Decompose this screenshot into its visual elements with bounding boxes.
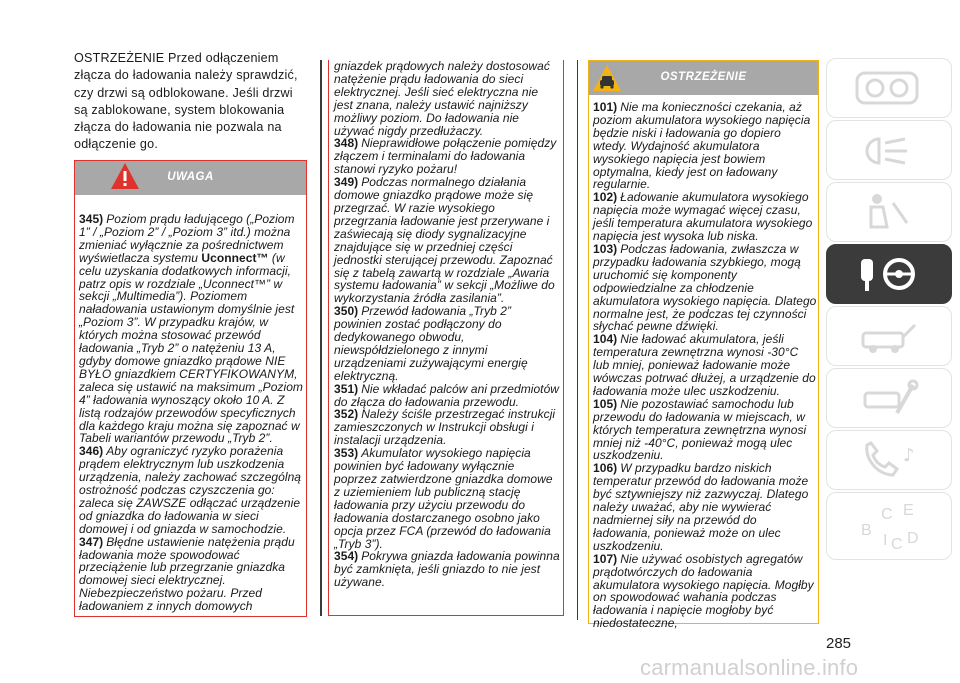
tow-truck-icon	[827, 307, 951, 365]
column-divider-2	[577, 60, 578, 620]
alphabet-index-icon	[827, 493, 951, 559]
seat-airbag-icon	[827, 183, 951, 241]
svg-text:E: E	[903, 502, 914, 519]
tab-dashboard[interactable]	[826, 58, 952, 118]
key-steering-icon	[827, 245, 951, 303]
item-106: 106) W przypadku bardzo niskich temperatur przewód do ładowania może być sztywniejszy niż zazwyczaj. Dlatego należy uważać, aby nie wywierać nadmiernej siły na przewód do ładowania, ponieważ może on ulec uszkodzeniu.	[593, 461, 809, 553]
caution-text	[79, 213, 303, 613]
item-101: 101) Nie ma konieczności czekania, aż poziom akumulatora wysokiego napięcia będzie niski i ładowania go dopiero wtedy. Wydajność akumulatora wysokiego napięcia jest bowiem optymalna, kiedy jest on ładowany regularnie.	[593, 100, 811, 192]
svg-text:B: B	[861, 522, 872, 539]
item-349: 349) Podczas normalnego działania domowe gniazdko prądowe może się przegrzać. W razie wysokiego przegrzania ładowanie jest przerywane i zaświecają się diody sygnalizacyjne znajdujące się w przedniej części jednostki sterującej przewodu. Zapoznać się z tabelą zawartą w rozdziale „Awaria systemu ładowania” w sekcji „Możliwe do wykorzystania źródła zasilania”.	[334, 175, 555, 306]
tab-starting-driving[interactable]	[826, 244, 952, 304]
caution-title: UWAGA	[167, 171, 214, 183]
warning-box	[588, 60, 819, 631]
item-354: 354) Pokrywa gniazda ładowania powinna być zamknięta, jeśli gniazdo to nie jest używane.	[334, 549, 560, 590]
wrench-car-icon	[827, 369, 951, 427]
svg-text:I: I	[883, 532, 888, 549]
tab-emergency[interactable]	[826, 306, 952, 366]
tab-multimedia[interactable]	[826, 430, 952, 490]
item-104: 104) Nie ładować akumulatora, jeśli temperatura zewnętrzna wynosi -30°C lub mniej, ponieważ ładowanie może wówczas potrwać dłużej, a urządzenie do ładowania może ulec uszkodzeniu.	[593, 332, 816, 398]
svg-text:♪: ♪	[903, 445, 915, 466]
item-350: 350) Przewód ładowania „Tryb 2” powinien zostać podłączony do dedykowanego obwodu, niewspółdzielonego z innymi urządzeniami zużywającymi energię elektryczną.	[334, 304, 528, 383]
tab-lights[interactable]	[826, 120, 952, 180]
item-345: 345) Poziom prądu ładującego („Poziom 1” / „Poziom 2” / „Poziom 3” itd.) można zmieniać wyłącznie za pośrednictwem wyświetlacza systemu Uconnect™ (w celu uzyskania dodatkowych informacji, patrz opis w rozdziale „Uconnect™” w sekcji „Multimedia”). Poziomem naładowania ustawionym domyślnie jest „Poziom 3”. W przypadku krajów, w których można stosować przewód ładowania „Tryb 2” o natężeniu 13 A, gdyby domowe gniazdko prądowe NIE BYŁO gniazdkiem CERTYFIKOWANYM, zaleca się ustawić na maksimum „Poziom 4” ładowania wynoszący około 10 A. Z listą rodzajów przewodów specyficznych dla każdego kraju można się zapoznać w Tabeli wariantów przewodu „Tryb 2”.	[79, 212, 303, 446]
phone-music-icon	[827, 431, 951, 489]
item-353: 353) Akumulator wysokiego napięcia powinien być ładowany wyłącznie poprzez zatwierdzone gniazdka domowe z uziemieniem lub publiczną stację ładowania przy użyciu przewodu do ładowania dostarczanego osobno jako opcja przez FCA (przewód do ładowania „Tryb 3”).	[334, 446, 553, 551]
item-105: 105) Nie pozostawiać samochodu lub przewodu do ładowania w miejscach, w których temperatura zewnętrzna wynosi mniej niż -40°C, ponieważ mogą ulec uszkodzeniu.	[593, 396, 807, 463]
tab-index[interactable]	[826, 492, 952, 560]
warning-text	[593, 101, 817, 630]
item-348: 348) Nieprawidłowe połączenie pomiędzy złączem i terminalami do ładowania stanowi ryzyko pożaru!	[334, 136, 557, 177]
lights-icon	[827, 121, 951, 179]
continuation-lead: gniazdek prądowych należy dostosować natężenie prądu ładowania do sieci elektrycznej. Jeśli sieć elektryczna nie jest znana, należy ustawić najniższy możliwy poziom. Do ładowania nie używać nigdy przedłużaczy.	[334, 59, 550, 138]
caution-header	[75, 161, 306, 195]
item-347: 347) Błędne ustawienie natężenia prądu ładowania może spowodować przeciążenie lub przegrzanie gniazdka domowej sieci elektrycznej. Niebezpieczeństwo pożaru. Przed ładowaniem z innych domowych	[79, 534, 295, 614]
intro-paragraph: OSTRZEŻENIE Przed odłączeniem złącza do ładowania należy sprawdzić, czy drzwi są odblokowane. Jeśli drzwi są zablokowane, system blokowania złącza do ładowania nie pozwala na odłączenie go.	[74, 51, 298, 152]
tab-maintenance[interactable]	[826, 368, 952, 428]
watermark-footer: carmanualsonline.info	[640, 655, 859, 680]
caution-box	[74, 160, 307, 617]
svg-text:C: C	[881, 506, 893, 523]
item-352: 352) Należy ściśle przestrzegać instrukcji zamieszczonych w Instrukcji obsługi i instalacji urządzenia.	[334, 407, 556, 448]
item-107: 107) Nie używać osobistych agregatów prądotwórczych do ładowania akumulatora wysokiego napięcia. Mogłby on spowodować wahania podczas ładowania i napięcie mogłoby być niedostateczne,	[593, 551, 814, 631]
page-number: 285	[826, 635, 852, 652]
item-102: 102) Ładowanie akumulatora wysokiego napięcia może wymagać więcej czasu, jeśli temperatura akumulatora wysokiego napięcia jest wysoka lub niska.	[593, 190, 813, 244]
svg-text:C: C	[891, 536, 903, 553]
item-103: 103) Podczas ładowania, zwłaszcza w przypadku ładowania szybkiego, mogą uruchomić się komponenty odpowiedzialne za chłodzenie akumulatora wysokiego napięcia. Dlatego normalne jest, że podczas tej czynności słychać pewne dźwięki.	[593, 241, 817, 334]
item-351: 351) Nie wkładać palców ani przedmiotów do złącza do ładowania przewodu.	[334, 381, 560, 409]
item-346: 346) Aby ograniczyć ryzyko porażenia prądem elektrycznym lub uszkodzenia urządzenia, należy zachować szczególną ostrożność podczas czyszczenia go: zaleca się ZAWSZE odłączać urządzenie od gniazdka do ładowania w sieci domowej i od gniazda w samochodzie.	[79, 444, 302, 536]
warning-title: OSTRZEŻENIE	[660, 71, 747, 83]
caution-box-continued	[328, 60, 564, 616]
column-divider	[320, 60, 322, 616]
caution-text-continued	[334, 60, 560, 589]
car-dashboard-icon	[827, 59, 951, 117]
warning-header	[589, 61, 818, 95]
svg-text:D: D	[907, 530, 919, 547]
tab-safety[interactable]	[826, 182, 952, 242]
